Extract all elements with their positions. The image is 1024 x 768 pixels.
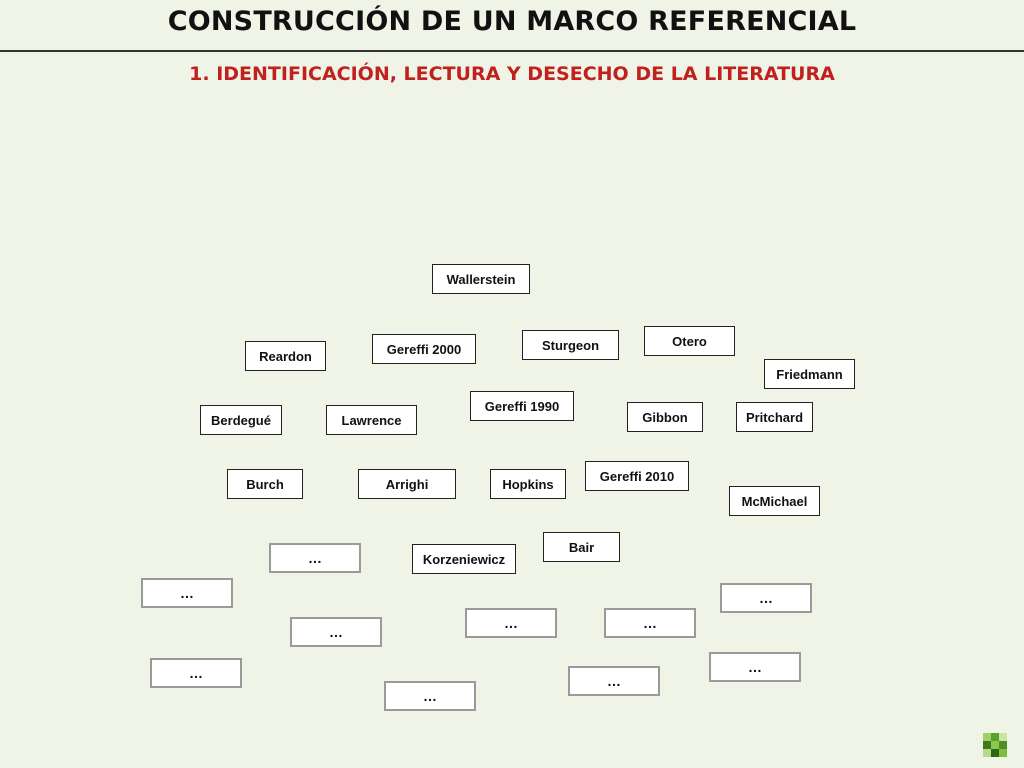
title-divider bbox=[0, 50, 1024, 52]
reference-box-berdegue: Berdegué bbox=[200, 405, 282, 435]
placeholder-box: … bbox=[465, 608, 557, 638]
slide-title: CONSTRUCCIÓN DE UN MARCO REFERENCIAL bbox=[167, 6, 857, 37]
reference-box-gereffi-2010: Gereffi 2010 bbox=[585, 461, 689, 491]
placeholder-box: … bbox=[269, 543, 361, 573]
reference-box-gereffi-2000: Gereffi 2000 bbox=[372, 334, 476, 364]
reference-box-bair: Bair bbox=[543, 532, 620, 562]
reference-box-gereffi-1990: Gereffi 1990 bbox=[470, 391, 574, 421]
reference-box-gibbon: Gibbon bbox=[627, 402, 703, 432]
placeholder-box: … bbox=[384, 681, 476, 711]
placeholder-box: … bbox=[141, 578, 233, 608]
placeholder-box: … bbox=[568, 666, 660, 696]
reference-box-lawrence: Lawrence bbox=[326, 405, 417, 435]
reference-box-reardon: Reardon bbox=[245, 341, 326, 371]
reference-box-sturgeon: Sturgeon bbox=[522, 330, 619, 360]
reference-box-hopkins: Hopkins bbox=[490, 469, 566, 499]
reference-box-burch: Burch bbox=[227, 469, 303, 499]
reference-box-arrighi: Arrighi bbox=[358, 469, 456, 499]
placeholder-box: … bbox=[709, 652, 801, 682]
placeholder-box: … bbox=[604, 608, 696, 638]
slide-subtitle: 1. IDENTIFICACIÓN, LECTURA Y DESECHO DE LA LITERATURA bbox=[189, 63, 835, 85]
reference-box-otero: Otero bbox=[644, 326, 735, 356]
reference-box-pritchard: Pritchard bbox=[736, 402, 813, 432]
reference-box-korzeniewicz: Korzeniewicz bbox=[412, 544, 516, 574]
placeholder-box: … bbox=[150, 658, 242, 688]
corner-logo bbox=[983, 733, 1007, 757]
placeholder-box: … bbox=[720, 583, 812, 613]
reference-box-mcmichael: McMichael bbox=[729, 486, 820, 516]
reference-box-friedmann: Friedmann bbox=[764, 359, 855, 389]
placeholder-box: … bbox=[290, 617, 382, 647]
reference-box-wallerstein: Wallerstein bbox=[432, 264, 530, 294]
